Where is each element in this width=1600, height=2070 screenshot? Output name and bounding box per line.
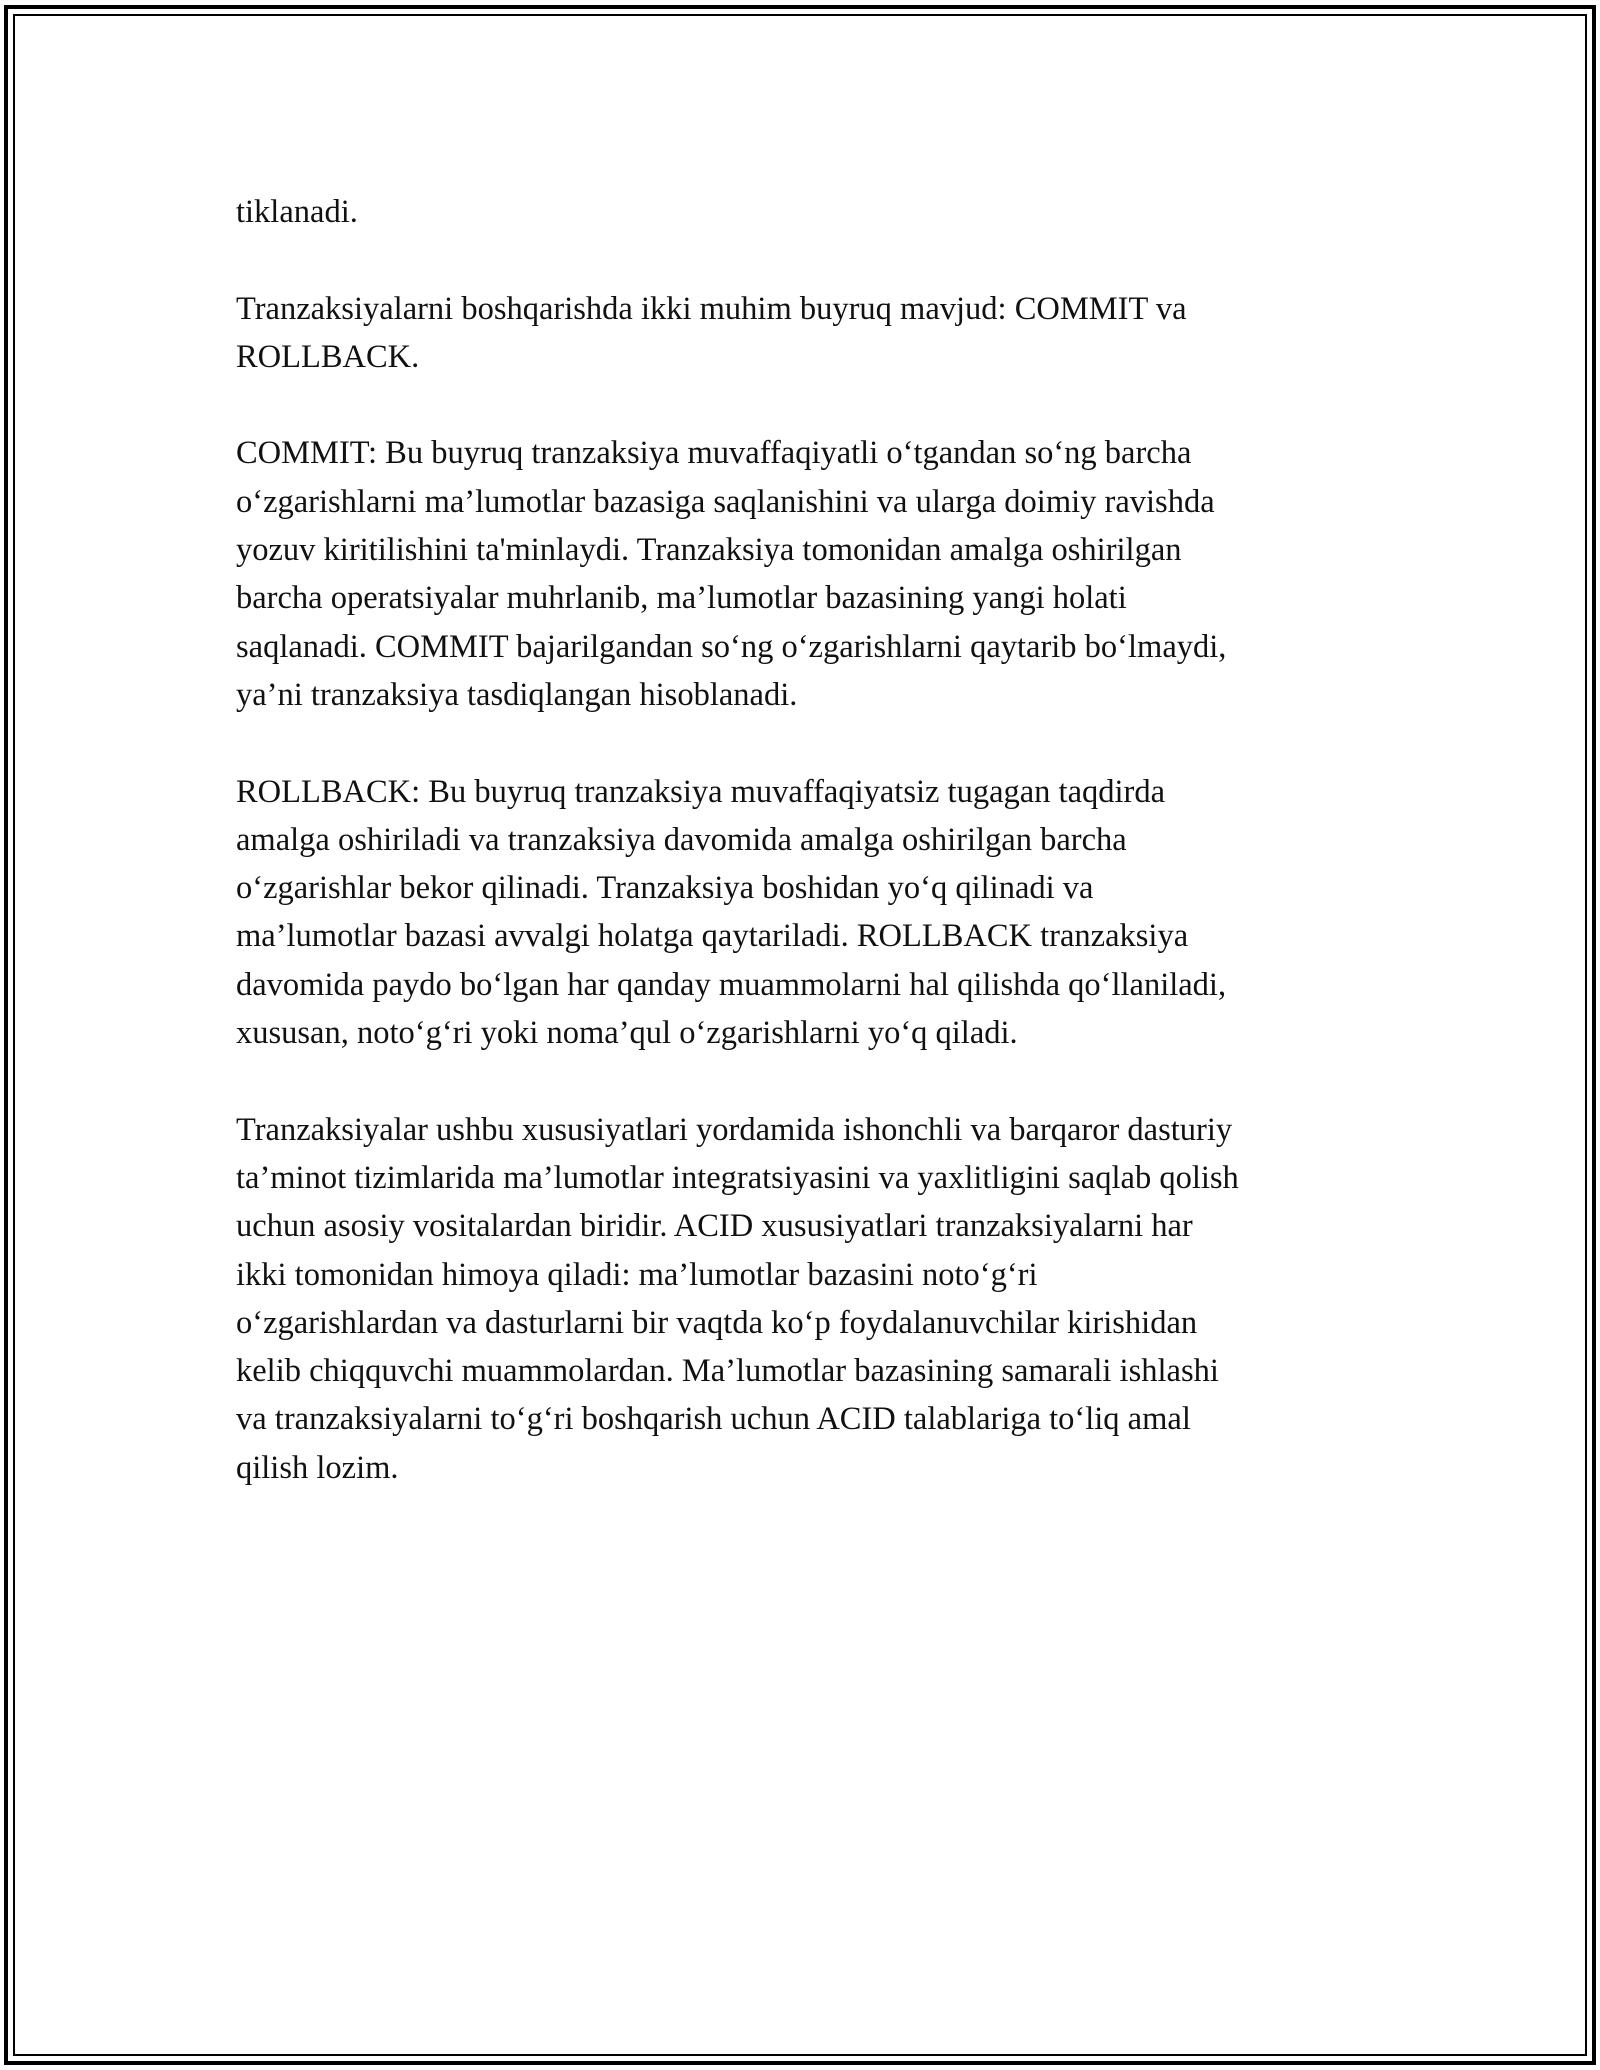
paragraph-commands-intro: Tranzaksiyalarni boshqarishda ikki muhim buyruq mavjud: COMMIT va ROLLBACK.	[236, 290, 1187, 375]
paragraph-continuation: tiklanadi.	[236, 194, 358, 230]
paragraph-rollback: ROLLBACK: Bu buyruq tranzaksiya muvaffaqiyatsiz tugagan taqdirda amalga oshiriladi va tranzaksiya davomida amalga oshirilgan barcha o‘zgarishlar bekor qilinadi. Tranzaksiya boshidan yo‘q qilinadi va ma’lumotlar bazasi avvalgi holatga qaytariladi. ROLLBACK tranzaksiya davomida paydo bo‘lgan har qanday muammolarni hal qilishda qo‘llaniladi, xususan, noto‘g‘ri yoki noma’qul o‘zgarishlarni yo‘q qiladi.	[236, 773, 1227, 1052]
document-body	[236, 188, 1376, 1540]
paragraph-commit: COMMIT: Bu buyruq tranzaksiya muvaffaqiyatli o‘tgandan so‘ng barcha o‘zgarishlarni ma’lumotlar bazasiga saqlanishini va ularga doimiy ravishda yozuv kiritilishini ta'minlaydi. Tranzaksiya tomonidan amalga oshirilgan barcha operatsiyalar muhrlanib, ma’lumotlar bazasining yangi holati saqlanadi. COMMIT bajarilgandan so‘ng o‘zgarishlarni qaytarib bo‘lmaydi, ya’ni tranzaksiya tasdiqlangan hisoblanadi.	[236, 435, 1227, 713]
paragraph-conclusion: Tranzaksiyalar ushbu xususiyatlari yordamida ishonchli va barqaror dasturiy ta’minot tizimlarida ma’lumotlar integratsiyasini va yaxlitligini saqlab qolish uchun asosiy vositalardan biridir. ACID xususiyatlari tranzaksiyalarni har ikki tomonidan himoya qiladi: ma’lumotlar bazasini noto‘g‘ri o‘zgarishlardan va dasturlarni bir vaqtda ko‘p foydalanuvchilar kirishidan kelib chiqquvchi muammolardan. Ma’lumotlar bazasining samarali ishlashi va tranzaksiyalarni to‘g‘ri boshqarish uchun ACID talablariga to‘liq amal qilish lozim.	[236, 1111, 1239, 1486]
